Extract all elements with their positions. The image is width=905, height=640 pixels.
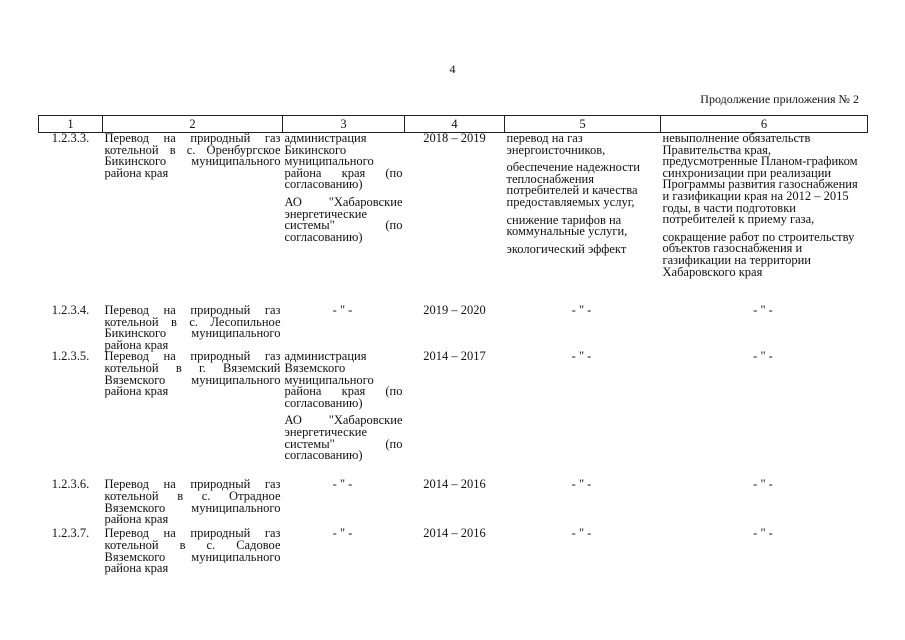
row-number: 1.2.3.6. bbox=[51, 477, 90, 492]
result-line: экологический эффект bbox=[506, 241, 627, 256]
measure-name: Перевод на природный газ котельной в с. Лесопильное Бикинского муниципального района края bbox=[104, 303, 281, 352]
row-number: 1.2.3.3. bbox=[51, 131, 90, 145]
header-col-1: 1 bbox=[39, 116, 103, 133]
table-row bbox=[39, 351, 868, 479]
header-col-2: 2 bbox=[103, 116, 283, 133]
period: 2014 – 2017 bbox=[423, 349, 486, 364]
executor: - " - bbox=[332, 303, 353, 317]
continuation-label: Продолжение приложения № 2 bbox=[700, 92, 859, 106]
table-row bbox=[39, 305, 868, 351]
executor-line: АО "Хабаровские энергетические системы" (по согласованию) bbox=[284, 194, 403, 244]
executor bbox=[283, 351, 405, 479]
table-row bbox=[39, 528, 868, 580]
executor-line: АО "Хабаровские энергетические системы" (по согласованию) bbox=[284, 413, 403, 463]
period: 2014 – 2016 bbox=[423, 526, 486, 541]
executor bbox=[283, 133, 405, 306]
executor: - " - bbox=[332, 526, 353, 541]
measure-name: Перевод на природный газ котельной в с. Садовое Вяземского муниципального района края bbox=[104, 526, 281, 576]
row-number: 1.2.3.5. bbox=[51, 349, 90, 364]
measures-table bbox=[38, 115, 868, 580]
result-line: снижение тарифов на коммунальные услуги, bbox=[506, 212, 628, 239]
measure-name: Перевод на природный газ котельной в г. Вяземский Вяземского муниципального района края bbox=[104, 349, 281, 399]
consequences: - " - bbox=[753, 349, 773, 364]
risk-line: невыполнение обязательств Правительства края, предусмотренные Планом-графиком синхронизации при реализации Программы развития газоснабжения и газификации края на 2012 – 2015 годы, в части подготовки потребителей к приему газа, bbox=[662, 131, 858, 227]
page-number: 4 bbox=[449, 62, 456, 76]
period: 2018 – 2019 bbox=[423, 131, 486, 145]
result-line: перевод на газ энергоисточников, bbox=[506, 131, 606, 157]
expected-result bbox=[505, 133, 661, 306]
consequences: - " - bbox=[753, 303, 773, 317]
row-number: 1.2.3.7. bbox=[51, 526, 90, 541]
expected-result: - " - bbox=[571, 477, 592, 492]
consequences bbox=[661, 133, 868, 306]
expected-result: - " - bbox=[571, 349, 592, 364]
table-row bbox=[39, 479, 868, 528]
table-row bbox=[39, 133, 868, 306]
header-col-6: 6 bbox=[661, 116, 868, 133]
header-col-4: 4 bbox=[405, 116, 505, 133]
header-col-5: 5 bbox=[505, 116, 661, 133]
consequences: - " - bbox=[753, 477, 773, 492]
period: 2019 – 2020 bbox=[423, 303, 486, 317]
executor-line: администрация Бикинского муниципального района края (по согласованию) bbox=[284, 131, 403, 192]
row-number: 1.2.3.4. bbox=[51, 303, 90, 317]
risk-line: сокращение работ по строительству объектов газоснабжения и газификации на территории Хабаровского края bbox=[662, 229, 855, 279]
expected-result: - " - bbox=[571, 526, 592, 541]
header-col-3: 3 bbox=[283, 116, 405, 133]
header-row bbox=[39, 116, 868, 133]
measure-name: Перевод на природный газ котельной в с. Отрадное Вяземского муниципального района края bbox=[104, 477, 281, 527]
period: 2014 – 2016 bbox=[423, 477, 486, 492]
result-line: обеспечение надежности теплоснабжения потребителей и качества предоставляемых услуг, bbox=[506, 160, 640, 209]
expected-result: - " - bbox=[571, 303, 592, 317]
measure-name: Перевод на природный газ котельной в с. Оренбургское Бикинского муниципального района края bbox=[104, 131, 281, 180]
consequences: - " - bbox=[753, 526, 773, 541]
executor-line: администрация Вяземского муниципального района края (по согласованию) bbox=[284, 349, 403, 410]
executor: - " - bbox=[332, 477, 353, 492]
